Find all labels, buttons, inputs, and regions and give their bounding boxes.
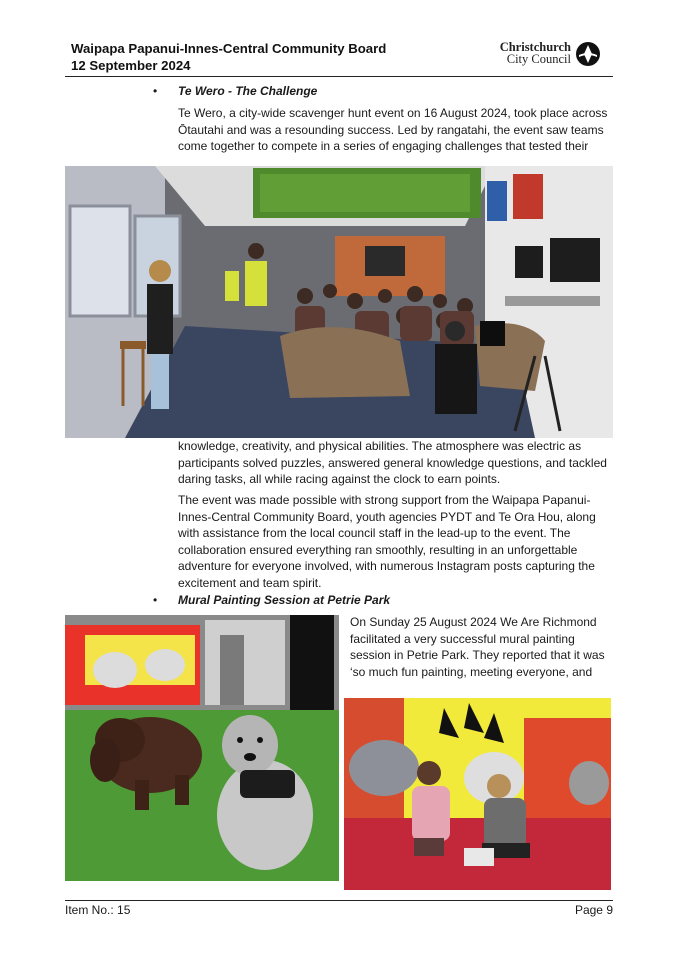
- logo-line-2: City Council: [506, 52, 571, 66]
- mural-paragraph-1: On Sunday 25 August 2024 We Are Richmond facilitated a very successful mural painting session in Petrie Park. They reported that it was ‘so much fun painting, meeting everyone, and: [350, 615, 605, 679]
- section-heading-mural: Mural Painting Session at Petrie Park: [178, 593, 391, 607]
- bullet-2: •: [153, 593, 158, 607]
- section-heading-te-wero: Te Wero - The Challenge: [178, 84, 318, 98]
- page-header: [65, 40, 613, 77]
- christchurch-emblem-icon: [575, 41, 601, 67]
- te-wero-paragraph-2: knowledge, creativity, and physical abilities. The atmosphere was electric as participants solved puzzles, answered general knowledge questions, and tackled daring tasks, all while racing against the clock to earn points.: [178, 439, 607, 486]
- mural-dogs-photo: [65, 615, 339, 881]
- header-date: 12 September 2024: [71, 58, 191, 73]
- bullet-1: •: [153, 84, 158, 98]
- page-number: Page 9: [574, 903, 613, 917]
- page-footer: [65, 900, 613, 917]
- te-wero-paragraph-3: The event was made possible with strong support from the Waipapa Papanui-Innes-Central Community Board, youth agencies PYDT and Te Ora Hou, along with assistance from the local council staff in the lead-up to the event. The collaboration ensured everything ran smoothly, resulting in an unforgettable adventure for everyone involved, with numerous Instagram posts capturing the excitement and team spirit.: [178, 493, 596, 590]
- board-name: Waipapa Papanui-Innes-Central Community Board: [71, 41, 387, 56]
- te-wero-event-photo: [65, 166, 613, 438]
- logo-line-1: Christchurch: [499, 40, 571, 54]
- item-number: Item No.: 15: [65, 903, 131, 917]
- te-wero-paragraph-1: Te Wero, a city-wide scavenger hunt event on 16 August 2024, took place across Ōtautahi and was a resounding success. Led by rangatahi, the event saw teams come together to compete in a series of engaging challenges that tested their: [178, 106, 608, 153]
- mural-painting-children-photo: [344, 698, 611, 890]
